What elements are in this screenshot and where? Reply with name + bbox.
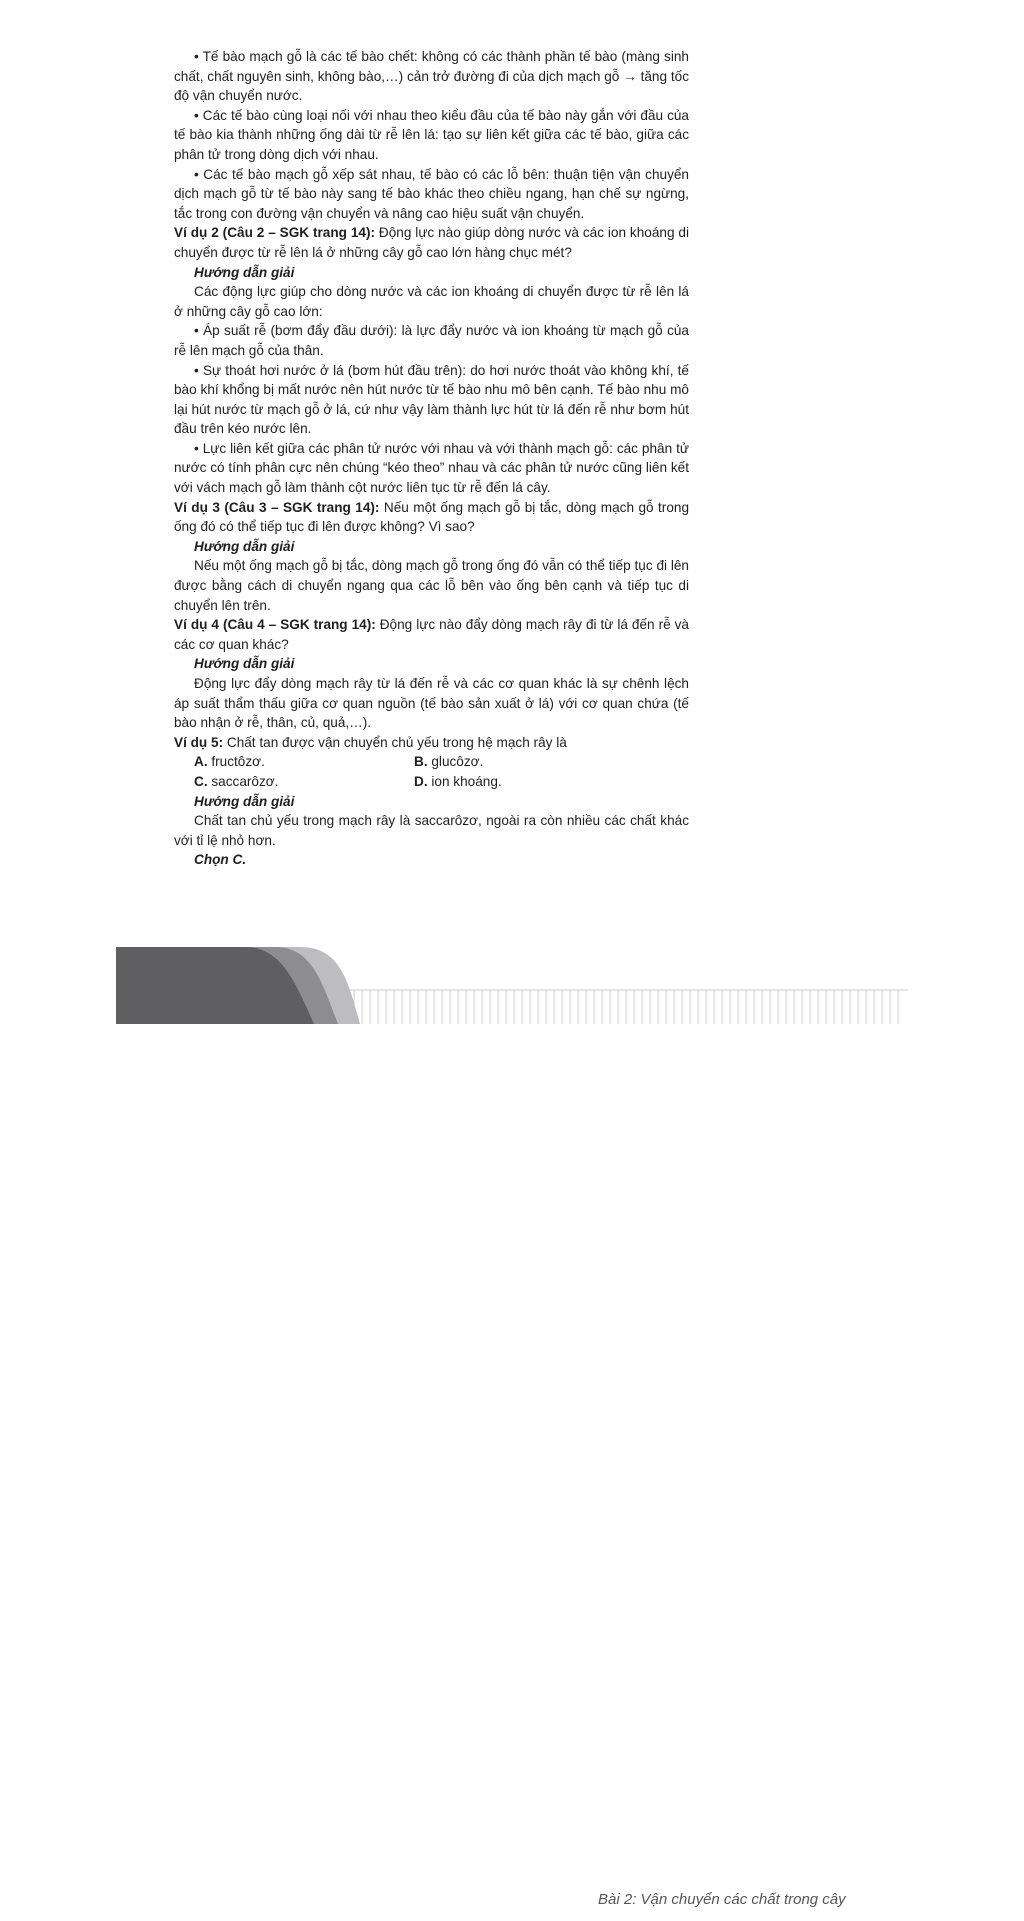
question-text: Động lực nào đẩy dòng mạch rây đi từ lá đến rễ và các cơ quan khác? [174,617,689,652]
body-paragraph: • Các tế bào cùng loại nối với nhau theo kiểu đầu của tế bào này gắn với đầu của tế bào kia thành những ống dài từ rễ lên lá: tạo sự liên kết giữa các tế bào, giữa các phân tử trong dòng dịch với nhau. [174,107,689,162]
example-label: Ví dụ 5: [174,734,224,750]
chapter-title: Bài 2: Vận chuyển các chất trong cây [598,1891,846,1908]
solution-heading: Hướng dẫn giải [194,793,295,809]
body-paragraph: Nếu một ống mạch gỗ bị tắc, dòng mạch gỗ trong ống đó vẫn có thể tiếp tục đi lên được bằng cách di chuyển ngang qua các lỗ bên vào ống bên cạnh và tiếp tục di chuyển lên trên. [174,558,689,613]
body-paragraph: • Sự thoát hơi nước ở lá (bơm hút đầu trên): do hơi nước thoát vào không khí, tế bào khí khổng bị mất nước nên hút nước từ tế bào nhu mô bên cạnh. Tế bào nhu mô lại hút nước từ mạch gỗ ở lá, cứ như vậy làm thành lực hút từ lá đến rễ như bơm hút đầu trên kéo nước lên. [174,362,689,437]
question-text: Chất tan được vận chuyển chủ yếu trong hệ mạch rây là [223,734,567,750]
option-text: saccarôzơ. [207,773,279,789]
page-number: 22 [173,1898,196,1920]
example-label: Ví dụ 4 (Câu 4 – SGK trang 14): [174,617,376,633]
answer-options [174,752,689,791]
question-text: Động lực nào giúp dòng nước và các ion khoáng di chuyển được từ rễ lên lá ở những cây gỗ cao lớn hàng chục mét? [174,225,689,260]
page-body [174,47,689,870]
option-key: A. [194,754,208,770]
body-paragraph: Động lực đẩy dòng mạch rây từ lá đến rễ và các cơ quan khác là sự chênh lệch áp suất thẩm thấu giữa cơ quan nguồn (tế bào sản xuất ở lá) với cơ quan chứa (tế bào nhận ở rễ, thân, củ, quả,…). [174,676,689,731]
solution-heading: Hướng dẫn giải [194,538,295,554]
footer-decoration [0,940,1024,1024]
body-paragraph: • Các tế bào mạch gỗ xếp sát nhau, tế bào có các lỗ bên: thuận tiện vận chuyển dịch mạch gỗ từ tế bào này sang tế bào khác theo chiều ngang, hạn chế sự ngừng, tắc trong con đường vận chuyển và nâng cao hiệu suất vận chuyển. [174,166,689,221]
answer-option [414,752,614,772]
option-text: ion khoáng. [427,773,502,789]
example-label: Ví dụ 2 (Câu 2 – SGK trang 14): [174,225,376,241]
answer-option [194,772,414,792]
answer-option [414,772,614,792]
option-text: glucôzơ. [427,754,484,770]
body-paragraph: Chất tan chủ yếu trong mạch rây là saccarôzơ, ngoài ra còn nhiều các chất khác với tỉ lệ nhỏ hơn. [174,813,689,848]
solution-heading: Hướng dẫn giải [194,264,295,280]
footer-stripes [330,990,908,1024]
option-key: C. [194,773,208,789]
solution-heading: Hướng dẫn giải [194,656,295,672]
option-key: D. [414,773,428,789]
example-question [174,223,689,262]
answer-line: Chọn C. [194,852,247,868]
example-label: Ví dụ 3 (Câu 3 – SGK trang 14): [174,499,380,515]
body-paragraph: Các động lực giúp cho dòng nước và các ion khoáng di chuyển được từ rễ lên lá ở những cây gỗ cao lớn: [174,284,689,319]
option-text: fructôzơ. [207,754,265,770]
body-paragraph: • Lực liên kết giữa các phân tử nước với nhau và với thành mạch gỗ: các phân tử nước có tính phân cực nên chúng “kéo theo” nhau và các phân tử nước cũng liên kết với vách mạch gỗ làm thành cột nước liên tục từ rễ đến lá cây. [174,440,689,496]
answer-option [194,752,414,772]
option-key: B. [414,754,428,770]
body-paragraph: • Tế bào mạch gỗ là các tế bào chết: không có các thành phần tế bào (màng sinh chất, chất nguyên sinh, không bào,…) cản trở đường đi của dịch mạch gỗ → tăng tốc độ vận chuyển nước. [174,49,689,104]
example-question [174,498,689,537]
example-question [174,733,689,753]
body-paragraph: • Áp suất rễ (bơm đẩy đầu dưới): là lực đẩy nước và ion khoáng từ mạch gỗ của rễ lên mạch gỗ của thân. [174,323,689,358]
question-text: Nếu một ống mạch gỗ bị tắc, dòng mạch gỗ trong ống đó có thể tiếp tục đi lên được không? Vì sao? [174,499,690,535]
example-question [174,615,689,654]
page-footer [0,940,1024,1920]
